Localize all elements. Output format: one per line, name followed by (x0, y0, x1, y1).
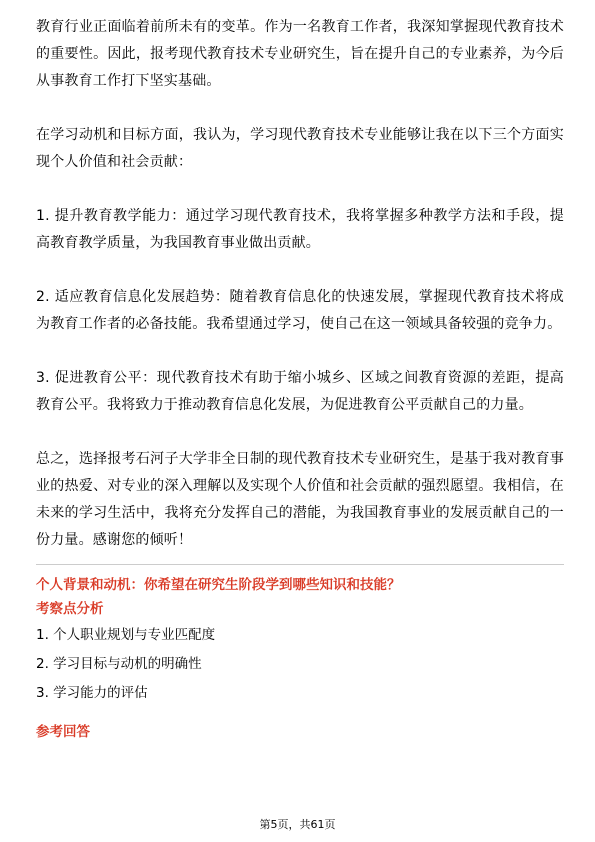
paragraph-gap (36, 95, 564, 122)
analysis-item-3: 3. 学习能力的评估 (36, 685, 148, 701)
analysis-item-1: 1. 个人职业规划与专业匹配度 (36, 627, 216, 643)
paragraph-gap (36, 419, 564, 446)
page-content (36, 14, 564, 744)
section-divider (36, 564, 564, 565)
paragraph-point-2: 2. 适应教育信息化发展趋势：随着教育信息化的快速发展，掌握现代教育技术将成为教育工作者的必备技能。我希望通过学习，使自己在这一领域具备较强的竞争力。 (36, 289, 564, 332)
paragraph-conclusion: 总之，选择报考石河子大学非全日制的现代教育技术专业研究生，是基于我对教育事业的热爱、对专业的深入理解以及实现个人价值和社会贡献的强烈愿望。我相信，在未来的学习生活中，我将充分发挥自己的潜能，为我国教育事业的发展贡献自己的一份力量。感谢您的倾听！ (36, 451, 564, 548)
paragraph-point-3: 3. 促进教育公平：现代教育技术有助于缩小城乡、区域之间教育资源的差距，提高教育公平。我将致力于推动教育信息化发展，为促进教育公平贡献自己的力量。 (36, 370, 564, 413)
paragraph-gap (36, 257, 564, 284)
answer-heading: 参考回答 (36, 724, 90, 740)
paragraph-gap (36, 176, 564, 203)
page-footer: 第5页，共61页 (259, 818, 336, 831)
analysis-heading: 考察点分析 (36, 601, 104, 617)
paragraph-motivation: 在学习动机和目标方面，我认为，学习现代教育技术专业能够让我在以下三个方面实现个人价值和社会贡献： (36, 127, 564, 170)
question-heading: 个人背景和动机：你希望在研究生阶段学到哪些知识和技能？ (36, 577, 401, 593)
analysis-item-2: 2. 学习目标与动机的明确性 (36, 656, 202, 672)
paragraph-gap (36, 338, 564, 365)
paragraph-point-1: 1. 提升教育教学能力：通过学习现代教育技术，我将掌握多种教学方法和手段，提高教育教学质量，为我国教育事业做出贡献。 (36, 208, 564, 251)
paragraph-intro: 教育行业正面临着前所未有的变革。作为一名教育工作者，我深知掌握现代教育技术的重要性。因此，报考现代教育技术专业研究生，旨在提升自己的专业素养，为今后从事教育工作打下坚实基础。 (36, 19, 564, 89)
